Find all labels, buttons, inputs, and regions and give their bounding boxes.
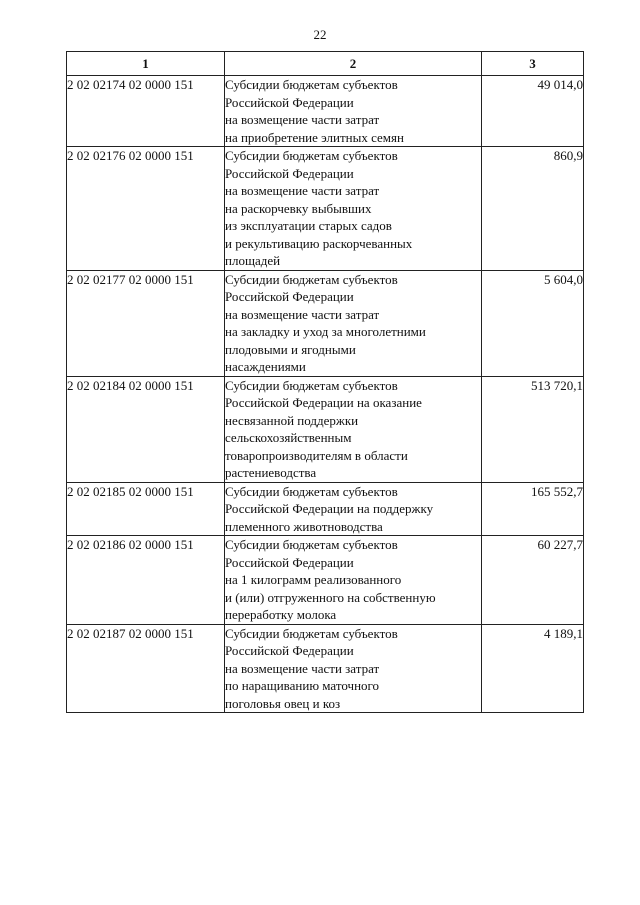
column-header-amount: 3 bbox=[482, 52, 584, 76]
budget-code: 2 02 02187 02 0000 151 bbox=[67, 624, 225, 713]
column-header-code: 1 bbox=[67, 52, 225, 76]
description bbox=[225, 482, 482, 536]
description-line: из эксплуатации старых садов bbox=[225, 218, 392, 233]
description-line: сельскохозяйственным bbox=[225, 430, 352, 445]
description-line: Субсидии бюджетам субъектов bbox=[225, 77, 398, 92]
amount: 49 014,0 bbox=[482, 76, 584, 147]
description-line: на возмещение части затрат bbox=[225, 183, 380, 198]
table-row bbox=[67, 76, 584, 147]
table-row bbox=[67, 482, 584, 536]
description-line: и (или) отгруженного на собственную bbox=[225, 589, 436, 605]
description-line: Российской Федерации на поддержку bbox=[225, 501, 434, 516]
table-row bbox=[67, 376, 584, 482]
description-line: и рекультивацию раскорчеванных bbox=[225, 235, 413, 251]
description-line: площадей bbox=[225, 253, 281, 268]
description-line: поголовья овец и коз bbox=[225, 695, 341, 711]
description-line: Субсидии бюджетам субъектов bbox=[225, 625, 398, 641]
budget-code: 2 02 02177 02 0000 151 bbox=[67, 270, 225, 376]
table-header-row bbox=[67, 52, 584, 76]
budget-code: 2 02 02185 02 0000 151 bbox=[67, 482, 225, 536]
amount: 513 720,1 bbox=[482, 376, 584, 482]
table-row bbox=[67, 624, 584, 713]
table-body bbox=[67, 76, 584, 713]
budget-code: 2 02 02176 02 0000 151 bbox=[67, 147, 225, 271]
budget-code: 2 02 02186 02 0000 151 bbox=[67, 536, 225, 625]
description-line: на возмещение части затрат bbox=[225, 306, 380, 322]
description bbox=[225, 147, 482, 271]
description-line: на возмещение части затрат bbox=[225, 660, 380, 676]
amount: 860,9 bbox=[482, 147, 584, 271]
description-line: на 1 килограмм реализованного bbox=[225, 572, 402, 587]
description bbox=[225, 624, 482, 713]
amount: 165 552,7 bbox=[482, 482, 584, 536]
description-line: несвязанной поддержки bbox=[225, 412, 359, 428]
table-row bbox=[67, 147, 584, 271]
description-line: Субсидии бюджетам субъектов bbox=[225, 483, 398, 499]
budget-code: 2 02 02174 02 0000 151 bbox=[67, 76, 225, 147]
description-line: Субсидии бюджетам субъектов bbox=[225, 377, 398, 393]
description bbox=[225, 270, 482, 376]
description-line: на закладку и уход за многолетними bbox=[225, 324, 426, 339]
description-line: Российской Федерации bbox=[225, 554, 354, 570]
description-line: на приобретение элитных семян bbox=[225, 129, 404, 145]
description-line: на возмещение части затрат bbox=[225, 112, 380, 127]
description bbox=[225, 76, 482, 147]
description-line: насаждениями bbox=[225, 359, 306, 374]
table-row bbox=[67, 270, 584, 376]
description-line: плодовыми и ягодными bbox=[225, 341, 356, 357]
amount: 4 189,1 bbox=[482, 624, 584, 713]
description-line: переработку молока bbox=[225, 607, 337, 622]
description bbox=[225, 376, 482, 482]
budget-table bbox=[66, 51, 584, 713]
description-line: на раскорчевку выбывших bbox=[225, 200, 372, 216]
description-line: растениеводства bbox=[225, 465, 317, 480]
table-row bbox=[67, 536, 584, 625]
amount: 60 227,7 bbox=[482, 536, 584, 625]
description-line: товаропроизводителям в области bbox=[225, 447, 408, 463]
description bbox=[225, 536, 482, 625]
description-line: Субсидии бюджетам субъектов bbox=[225, 148, 398, 163]
amount: 5 604,0 bbox=[482, 270, 584, 376]
budget-code: 2 02 02184 02 0000 151 bbox=[67, 376, 225, 482]
description-line: Российской Федерации bbox=[225, 289, 354, 304]
description-line: Российской Федерации bbox=[225, 643, 354, 658]
description-line: Российской Федерации bbox=[225, 165, 354, 181]
description-line: племенного животноводства bbox=[225, 518, 383, 534]
description-line: Субсидии бюджетам субъектов bbox=[225, 537, 398, 552]
description-line: Субсидии бюджетам субъектов bbox=[225, 271, 398, 287]
page-number: 22 bbox=[313, 27, 327, 42]
description-line: Российской Федерации на оказание bbox=[225, 395, 422, 410]
description-line: по наращиванию маточного bbox=[225, 678, 380, 693]
column-header-description: 2 bbox=[225, 52, 482, 76]
description-line: Российской Федерации bbox=[225, 94, 354, 110]
